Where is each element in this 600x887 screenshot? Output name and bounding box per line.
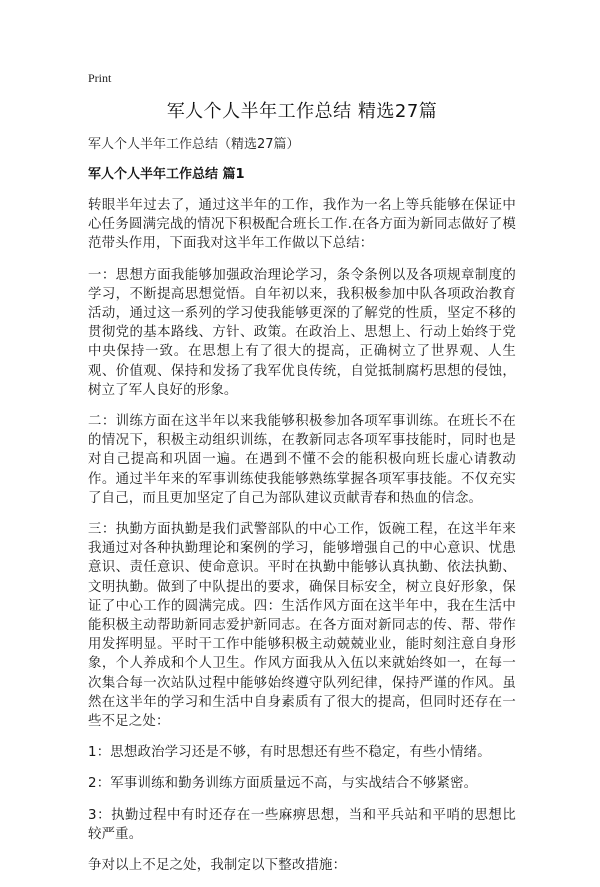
- paragraph-shortcoming-2: 2：军事训练和勤务训练方面质量远不高，与实战结合不够紧密。: [88, 776, 478, 792]
- print-label: Print: [88, 71, 112, 85]
- paragraph-shortcoming-3: 3：执勤过程中有时还存在一些麻痹思想，当和平兵站和平哨的思想比较严重。: [88, 807, 516, 842]
- paragraph-remedies-intro: 争对以上不足之处，我制定以下整改措施：: [88, 858, 347, 874]
- paragraph-shortcoming-1: 1：思想政治学习还是不够，有时思想还有些不稳定，有些小情绪。: [88, 745, 491, 761]
- paragraph-intro: 转眼半年过去了，通过这半年的工作，我作为一名上等兵能够在保证中心任务圆满完战的情况下积极配合班长工作.在各方面为新同志做好了模范带头作用，下面我对这半年工作做以下总结：: [88, 198, 516, 252]
- section-heading: 军人个人半年工作总结 篇1: [88, 167, 245, 182]
- paragraph-ideology: 一：思想方面我能够加强政治理论学习，条令条例以及各项规章制度的学习，不断提高思想觉悟。自年初以来，我积极参加中队各项政治教育活动，通过这一系列的学习使我能够更深的了解党的性质，坚定不移的贯彻党的基本路线、方针、政策。在政治上、思想上、行动上始终于党中央保持一致。在思想上有了很大的提高，正确树立了世界观、人生观、价值观、保持和发扬了我军优良传统，自觉抵制腐朽思想的侵蚀，树立了军人良好的形象。: [88, 267, 516, 398]
- paragraph-training: 二：训练方面在这半年以来我能够积极参加各项军事训练。在班长不在的情况下，积极主动组织训练，在教新同志各项军事技能时，同时也是对自己提高和巩固一遍。在遇到不懂不会的能积极向班长虚心请教动作。通过半年来的军事训练使我能够熟练掌握各项军事技能。不仅充实了自己，而且更加坚定了自己为部队建议贡献青春和热血的信念。: [88, 414, 516, 506]
- document-page: [88, 70, 516, 887]
- document-title: 军人个人半年工作总结 精选27篇: [166, 101, 438, 122]
- paragraph-duty-and-lifestyle: 三：执勤方面执勤是我们武警部队的中心工作，饭碗工程，在这半年来我通过对各种执勤理论和案例的学习，能够增强自己的中心意识、忧患意识、责任意识、使命意识。平时在执勤中能够认真执勤、依法执勤、文明执勤。做到了中队提出的要求，确保目标安全，树立良好形象，保证了中心工作的圆满完成。四：生活作风方面在这半年中，我在生活中能积极主动帮助新同志爱护新同志。在各方面对新同志的传、帮、带作用发挥明显。平时干工作中能够积极主动兢兢业业，能时刻注意自身形象，个人养成和个人卫生。作风方面我从入伍以来就始终如一，在每一次集合每一次站队过程中能够始终遵守队列纪律，保持严谨的作风。虽然在这半年的学习和生活中自身素质有了很大的提高，但同时还存在一些不足之处：: [88, 522, 516, 730]
- document-subtitle: 军人个人半年工作总结（精选27篇）: [88, 137, 300, 152]
